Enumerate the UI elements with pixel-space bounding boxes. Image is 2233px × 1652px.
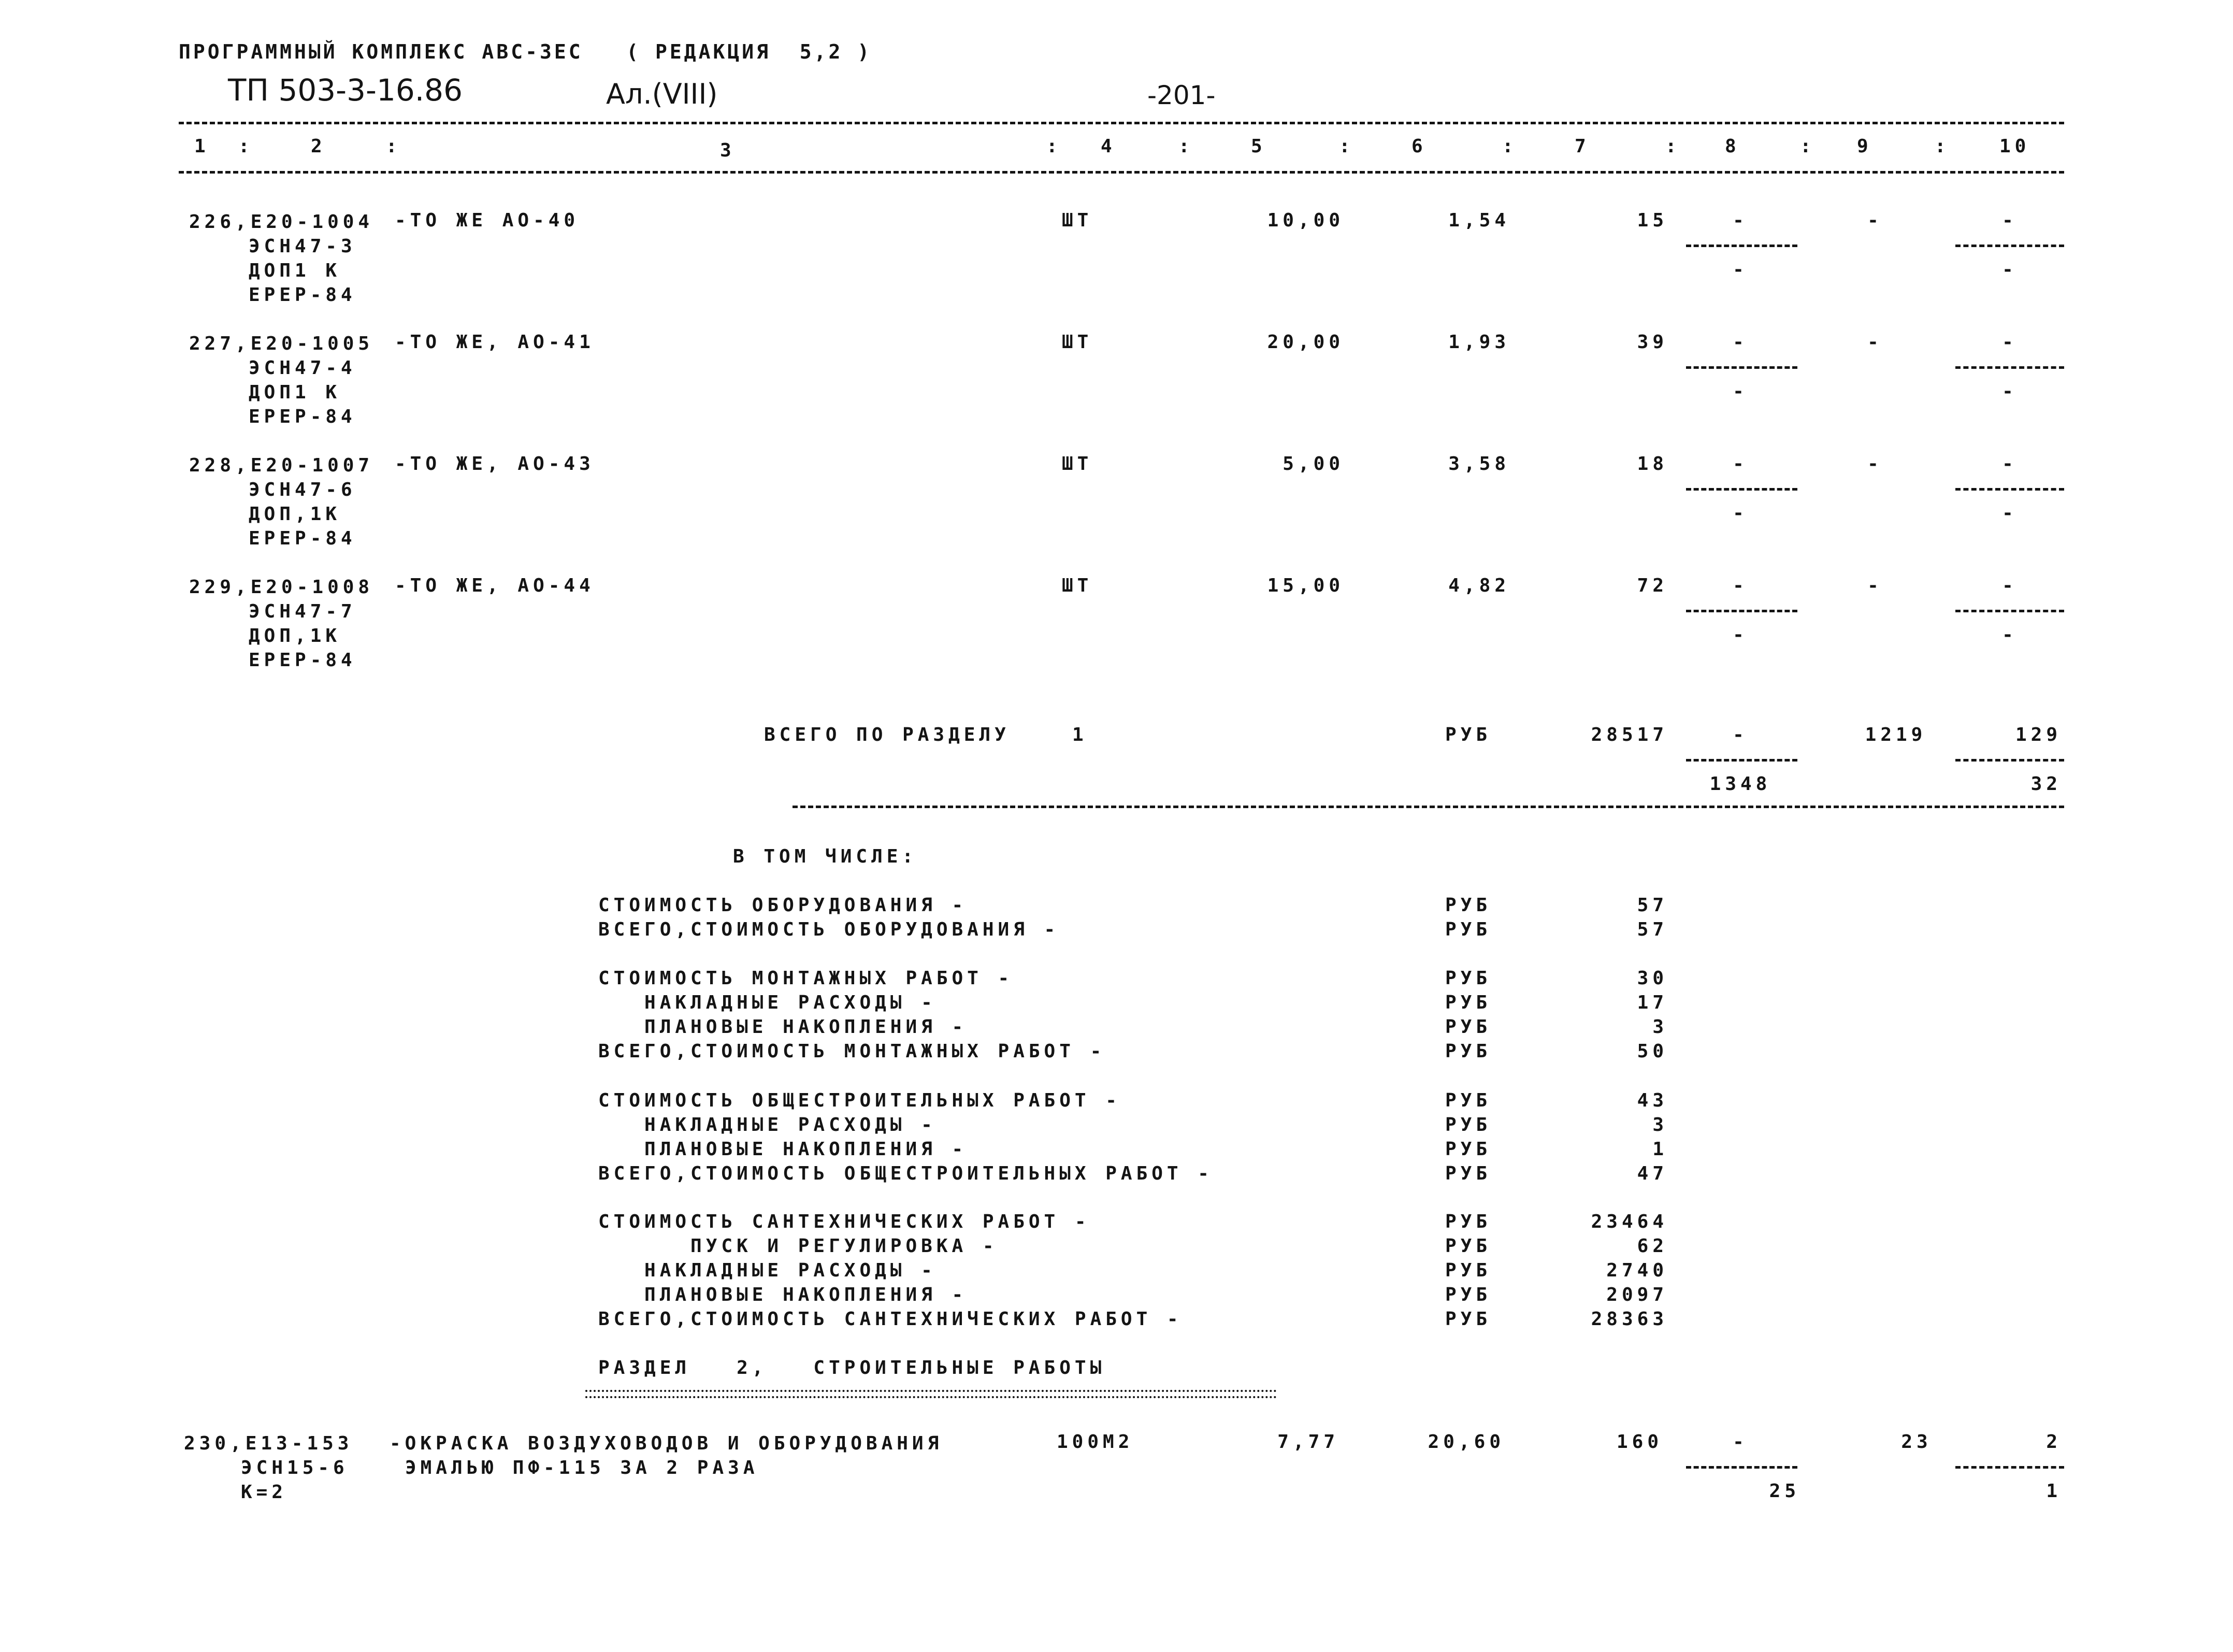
breakdown-value: 3 <box>1652 1016 1668 1038</box>
header-bottom-rule <box>179 171 2064 174</box>
section-total-col8-bottom: 1348 <box>1709 773 1771 795</box>
item-description: -ТО ЖЕ, АО-43 <box>395 453 595 475</box>
page-number: -201- <box>1147 80 1216 110</box>
col-sep: : <box>1935 136 1950 157</box>
item-unit-price: 4,82 <box>1448 575 1510 596</box>
including-title: В ТОМ ЧИСЛЕ: <box>733 846 918 867</box>
item-unit-price: 1,93 <box>1448 332 1510 353</box>
col8-top: - <box>1733 453 1748 475</box>
item-total: 72 <box>1637 575 1668 596</box>
item-unit-price: 20,60 <box>1428 1431 1505 1453</box>
col9-value: - <box>1867 332 1883 353</box>
breakdown-label: ВСЕГО,СТОИМОСТЬ ОБЩЕСТРОИТЕЛЬНЫХ РАБОТ - <box>598 1163 1213 1184</box>
header-top-rule <box>179 122 2064 124</box>
item-unit: ШТ <box>1062 575 1093 596</box>
breakdown-label: СТОИМОСТЬ ОБОРУДОВАНИЯ - <box>598 895 968 916</box>
col10-divider <box>1955 610 2064 612</box>
breakdown-unit: РУБ <box>1445 919 1492 940</box>
breakdown-value: 3 <box>1652 1114 1668 1136</box>
col-1: 1 <box>194 136 210 157</box>
col10-top: 2 <box>2046 1431 2062 1453</box>
breakdown-label: НАКЛАДНЫЕ РАСХОДЫ - <box>598 1114 937 1136</box>
breakdown-value: 43 <box>1637 1090 1668 1111</box>
col9-value: - <box>1867 210 1883 231</box>
col10-divider <box>1955 759 2064 762</box>
col10-bottom: - <box>2002 381 2018 402</box>
section-total-rule <box>793 806 2064 808</box>
col8-top: - <box>1733 332 1748 353</box>
breakdown-unit: РУБ <box>1445 1236 1492 1257</box>
col8-bottom: - <box>1733 624 1748 645</box>
col10-divider <box>1955 245 2064 247</box>
col10-bottom: - <box>2002 259 2018 280</box>
col-10: 10 <box>1999 136 2030 157</box>
item-unit: ШТ <box>1062 453 1093 475</box>
item-code: 228,Е20-1007 ЭСН47-6 ДОП,1К ЕРЕР-84 <box>189 455 374 549</box>
project-number: ТП 503-3-16.86 <box>228 73 463 108</box>
col10-divider <box>1955 488 2064 491</box>
breakdown-value: 47 <box>1637 1163 1668 1184</box>
col10-top: - <box>2002 210 2018 231</box>
breakdown-value: 17 <box>1637 992 1668 1013</box>
item-quantity: 10,00 <box>1267 210 1344 231</box>
col10-top: - <box>2002 332 2018 353</box>
item-total: 160 <box>1616 1431 1663 1453</box>
item-code: 230,Е13-153 ЭСН15-6 К=2 <box>184 1433 353 1503</box>
col8-top: - <box>1733 1431 1748 1453</box>
col-9: 9 <box>1857 136 1872 157</box>
item-quantity: 20,00 <box>1267 332 1344 353</box>
col-5: 5 <box>1251 136 1266 157</box>
section-total-number: 1 <box>1072 724 1088 745</box>
col8-divider <box>1686 245 1797 247</box>
breakdown-label: ВСЕГО,СТОИМОСТЬ МОНТАЖНЫХ РАБОТ - <box>598 1041 1106 1062</box>
col10-top: - <box>2002 575 2018 596</box>
section-2-underline-2 <box>585 1396 1277 1398</box>
breakdown-unit: РУБ <box>1445 1211 1492 1232</box>
item-description: -ТО ЖЕ, АО-41 <box>395 332 595 353</box>
col10-divider <box>1955 1466 2064 1469</box>
item-unit-price: 3,58 <box>1448 453 1510 475</box>
item-quantity: 15,00 <box>1267 575 1344 596</box>
breakdown-value: 2097 <box>1606 1284 1668 1305</box>
col8-bottom: - <box>1733 502 1748 524</box>
program-header: ПРОГРАММНЫЙ КОМПЛЕКС АВС-3ЕС ( РЕДАКЦИЯ 5,2 ) <box>179 40 872 63</box>
breakdown-label: ПЛАНОВЫЕ НАКОПЛЕНИЯ - <box>598 1284 968 1305</box>
item-quantity: 7,77 <box>1277 1431 1339 1453</box>
item-code: 229,Е20-1008 ЭСН47-7 ДОП,1К ЕРЕР-84 <box>189 577 374 671</box>
item-quantity: 5,00 <box>1283 453 1344 475</box>
col-sep: : <box>1502 136 1518 157</box>
col10-divider <box>1955 366 2064 369</box>
col9-value: - <box>1867 453 1883 475</box>
item-description: -ТО ЖЕ, АО-44 <box>395 575 595 596</box>
col-8: 8 <box>1725 136 1740 157</box>
section-total-label: ВСЕГО ПО РАЗДЕЛУ <box>764 724 1010 745</box>
col10-bottom: 1 <box>2046 1481 2062 1502</box>
breakdown-value: 1 <box>1652 1139 1668 1160</box>
item-code: 227,Е20-1005 ЭСН47-4 ДОП1 К ЕРЕР-84 <box>189 333 374 427</box>
breakdown-label: ВСЕГО,СТОИМОСТЬ ОБОРУДОВАНИЯ - <box>598 919 1060 940</box>
breakdown-value: 30 <box>1637 968 1668 989</box>
breakdown-unit: РУБ <box>1445 1260 1492 1281</box>
breakdown-unit: РУБ <box>1445 1309 1492 1330</box>
col-sep: : <box>386 136 401 157</box>
breakdown-label: СТОИМОСТЬ ОБЩЕСТРОИТЕЛЬНЫХ РАБОТ - <box>598 1090 1121 1111</box>
col-sep: : <box>1665 136 1681 157</box>
col8-divider <box>1686 610 1797 612</box>
col8-divider <box>1686 759 1797 762</box>
section-2-title: РАЗДЕЛ 2, СТРОИТЕЛЬНЫЕ РАБОТЫ <box>598 1357 1106 1378</box>
col-sep: : <box>1046 136 1062 157</box>
item-total: 18 <box>1637 453 1668 475</box>
breakdown-label: ВСЕГО,СТОИМОСТЬ САНТЕХНИЧЕСКИХ РАБОТ - <box>598 1309 1183 1330</box>
breakdown-label: СТОИМОСТЬ МОНТАЖНЫХ РАБОТ - <box>598 968 1014 989</box>
col8-bottom: - <box>1733 381 1748 402</box>
breakdown-unit: РУБ <box>1445 1041 1492 1062</box>
item-unit-price: 1,54 <box>1448 210 1510 231</box>
col-sep: : <box>238 136 254 157</box>
breakdown-value: 2740 <box>1606 1260 1668 1281</box>
breakdown-value: 57 <box>1637 919 1668 940</box>
section-2-underline <box>585 1390 1277 1392</box>
section-total-value: 28517 <box>1591 724 1668 745</box>
breakdown-value: 23464 <box>1591 1211 1668 1232</box>
item-code: 226,Е20-1004 ЭСН47-3 ДОП1 К ЕРЕР-84 <box>189 211 374 306</box>
section-total-col9: 1219 <box>1865 724 1927 745</box>
col8-top: - <box>1733 575 1748 596</box>
col10-top: - <box>2002 453 2018 475</box>
col-sep: : <box>1800 136 1816 157</box>
breakdown-unit: РУБ <box>1445 895 1492 916</box>
col-6: 6 <box>1411 136 1427 157</box>
breakdown-value: 62 <box>1637 1236 1668 1257</box>
col9-value: 23 <box>1901 1431 1932 1453</box>
col-3: 3 <box>720 140 736 161</box>
breakdown-unit: РУБ <box>1445 968 1492 989</box>
breakdown-unit: РУБ <box>1445 1139 1492 1160</box>
col8-divider <box>1686 1466 1797 1469</box>
col8-divider <box>1686 488 1797 491</box>
col-sep: : <box>1339 136 1355 157</box>
breakdown-label: ПЛАНОВЫЕ НАКОПЛЕНИЯ - <box>598 1139 968 1160</box>
col-7: 7 <box>1575 136 1590 157</box>
col8-bottom: - <box>1733 259 1748 280</box>
item-total: 15 <box>1637 210 1668 231</box>
album-label: Ал.(VIII) <box>606 78 718 110</box>
item-description: -ОКРАСКА ВОЗДУХОВОДОВ И ОБОРУДОВАНИЯ ЭМАЛЬЮ ПФ-115 ЗА 2 РАЗА <box>390 1433 943 1478</box>
breakdown-value: 28363 <box>1591 1309 1668 1330</box>
col9-value: - <box>1867 575 1883 596</box>
section-total-col10-top: 129 <box>2015 724 2062 745</box>
breakdown-unit: РУБ <box>1445 992 1492 1013</box>
breakdown-unit: РУБ <box>1445 1114 1492 1136</box>
col8-bottom: 25 <box>1769 1481 1800 1502</box>
section-total-col8-top: - <box>1733 724 1748 745</box>
breakdown-label: СТОИМОСТЬ САНТЕХНИЧЕСКИХ РАБОТ - <box>598 1211 1090 1232</box>
breakdown-unit: РУБ <box>1445 1090 1492 1111</box>
breakdown-label: ПЛАНОВЫЕ НАКОПЛЕНИЯ - <box>598 1016 968 1038</box>
breakdown-unit: РУБ <box>1445 1016 1492 1038</box>
breakdown-value: 57 <box>1637 895 1668 916</box>
col-sep: : <box>1178 136 1194 157</box>
col-2: 2 <box>311 136 326 157</box>
col-4: 4 <box>1101 136 1116 157</box>
item-total: 39 <box>1637 332 1668 353</box>
item-unit: ШТ <box>1062 210 1093 231</box>
item-unit: 100М2 <box>1057 1431 1134 1453</box>
col8-top: - <box>1733 210 1748 231</box>
breakdown-label: НАКЛАДНЫЕ РАСХОДЫ - <box>598 992 937 1013</box>
breakdown-unit: РУБ <box>1445 1284 1492 1305</box>
col10-bottom: - <box>2002 624 2018 645</box>
section-total-unit: РУБ <box>1445 724 1492 745</box>
col10-bottom: - <box>2002 502 2018 524</box>
col8-divider <box>1686 366 1797 369</box>
section-total-col10-bottom: 32 <box>2030 773 2062 795</box>
breakdown-label: НАКЛАДНЫЕ РАСХОДЫ - <box>598 1260 937 1281</box>
breakdown-value: 50 <box>1637 1041 1668 1062</box>
item-unit: ШТ <box>1062 332 1093 353</box>
item-description: -ТО ЖЕ АО-40 <box>395 210 580 231</box>
breakdown-label: ПУСК И РЕГУЛИРОВКА - <box>598 1236 998 1257</box>
breakdown-unit: РУБ <box>1445 1163 1492 1184</box>
